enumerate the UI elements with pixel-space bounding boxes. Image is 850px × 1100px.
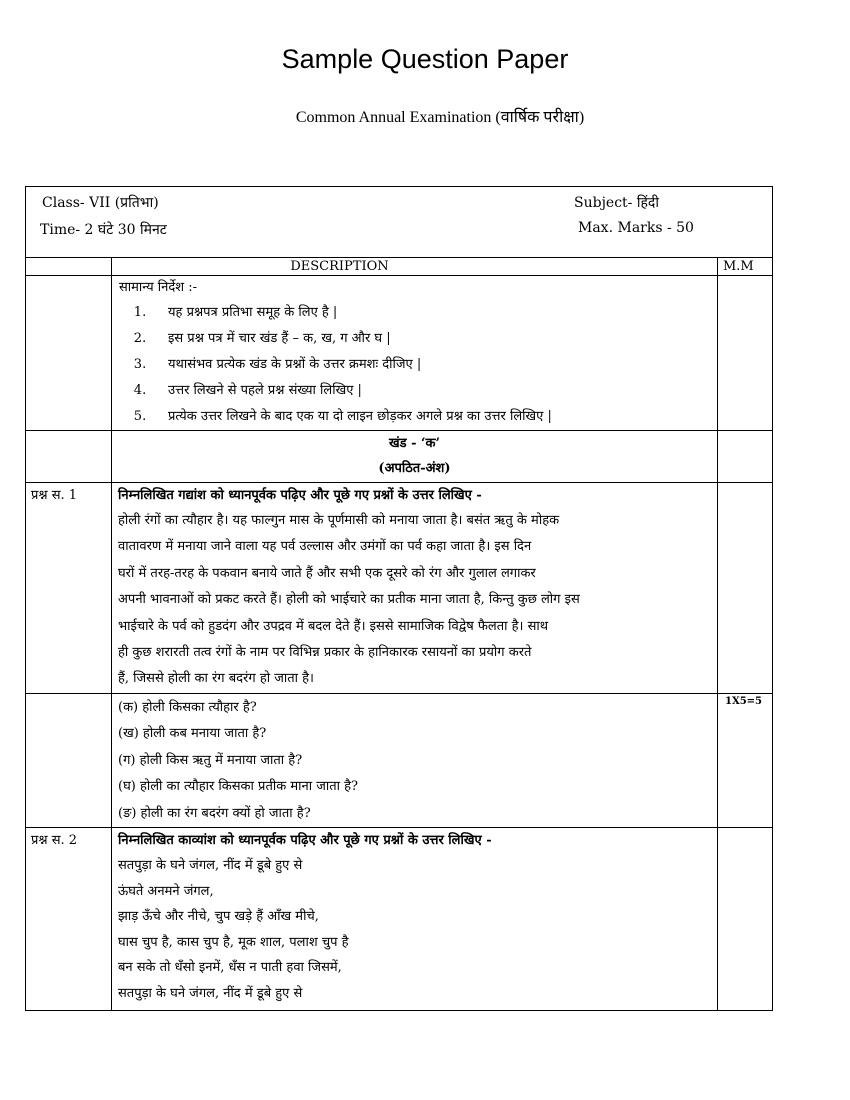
section-subtitle: (अपठित-अंश) xyxy=(378,461,451,476)
q2-poem: सतपुड़ा के घने जंगल, नींद में डूबे हुए से ऊंघते अनमने जंगल, झाड़ ऊँचे और नीचे, चुप खड़े हैं आँख मीचे, घास चुप है, कास चुप है, मूक शाल, पलाश चुप है बन सके तो धँसो इनमें, धँस न पाती हवा जिसमें, सतपुड़ा के घने जंगल, नींद में डूबे हुए से xyxy=(118,858,349,1001)
section-title: खंड - ‘क’ xyxy=(388,436,441,451)
instructions-row xyxy=(26,276,773,431)
time-label: Time- 2 घंटे 30 मिनट xyxy=(40,222,167,238)
section-heading xyxy=(112,431,718,483)
class-label: Class- VII (प्रतिभा) xyxy=(42,195,159,211)
instruction-item: 2. इस प्रश्न पत्र में चार खंड हैं – क, ख, ग और घ | xyxy=(133,331,391,346)
q1-subquestion: (क) होली किसका त्यौहार है? xyxy=(118,699,257,715)
instruction-item: 5. प्रत्येक उत्तर लिखने के बाद एक या दो लाइन छोड़कर अगले प्रश्न का उत्तर लिखिए | xyxy=(133,409,552,424)
q2-heading: निम्नलिखित काव्यांश को ध्यानपूर्वक पढ़िए और पूछे गए प्रश्नों के उत्तर लिखिए - xyxy=(118,833,492,849)
instruction-item: 3. यथासंभव प्रत्येक खंड के प्रश्नों के उत्तर क्रमशः दीजिए | xyxy=(133,357,422,372)
instructions-list xyxy=(112,300,717,430)
instruction-item: 4. उत्तर लिखने से पहले प्रश्न संख्या लिखिए | xyxy=(133,383,362,398)
marks-header: M.M xyxy=(717,258,772,276)
instruction-item: 1. यह प्रश्नपत्र प्रतिभा समूह के लिए है | xyxy=(133,305,338,320)
q2-row xyxy=(26,828,773,1011)
q1-questions-row xyxy=(26,693,773,828)
q1-subquestion: (ग) होली किस ऋतु में मनाया जाता है? xyxy=(118,752,303,768)
max-marks-label: Max. Marks - 50 xyxy=(578,220,694,236)
q1-subquestion: (ख) होली कब मनाया जाता है? xyxy=(118,726,267,742)
q1-passage: होली रंगों का त्यौहार है। यह फाल्गुन मास के पूर्णमासी को मनाया जाता है। बसंत ऋतु के मोहक वातावरण में मनाया जाने वाला यह पर्व उल्लास और उमंगों का पर्व कहा जाता है। इस दिन घरों में तरह-तरह के पकवान बनाये जाते हैं और सभी एक दूसरे को रंग और गुलाल लगाकर अपनी भावनाओं को प्रकट करते हैं। होली को भाईचारे का प्रतीक माना जाता है, किन्तु कुछ लोग इस भाईचारे के पर्व को हुडदंग और उपद्रव में बदल देते हैं। इससे सामाजिक विद्वेष फैलता है। साथ ही कुछ शरारती तत्व रंगों के नाम पर विभिन्न प्रकार के हानिकारक रसायनों का प्रयोग करते हैं, जिससे होली का रंग बदरंग हो जाता है। xyxy=(118,513,580,687)
q1-marks: 1X5=5 xyxy=(717,693,772,828)
page-title: Sample Question Paper xyxy=(281,44,569,74)
instructions-title: सामान्य निर्देश :- xyxy=(119,280,198,295)
header-row xyxy=(26,187,773,258)
column-header-row xyxy=(26,258,773,276)
description-header: DESCRIPTION xyxy=(112,258,718,276)
exam-subtitle: Common Annual Examination (वार्षिक परीक्षा) xyxy=(295,109,585,126)
q1-questions xyxy=(112,693,718,828)
instructions-block xyxy=(112,276,718,431)
section-row xyxy=(26,431,773,483)
question-paper-table xyxy=(25,186,773,1011)
q1-subquestion: (घ) होली का त्यौहार किसका प्रतीक माना जाता है? xyxy=(118,779,358,795)
q1-passage-row xyxy=(26,483,773,694)
q1-passage-cell xyxy=(112,483,718,694)
q1-heading: निम्नलिखित गद्यांश को ध्यानपूर्वक पढ़िए और पूछे गए प्रश्नों के उत्तर लिखिए - xyxy=(118,488,482,503)
q1-subquestion: (ङ) होली का रंग बदरंग क्यों हो जाता है? xyxy=(118,805,311,821)
subject-label: Subject- हिंदी xyxy=(574,195,659,211)
q1-number: प्रश्न स. 1 xyxy=(26,483,112,694)
q2-number: प्रश्न स. 2 xyxy=(26,828,112,1011)
q2-cell xyxy=(112,828,718,1011)
